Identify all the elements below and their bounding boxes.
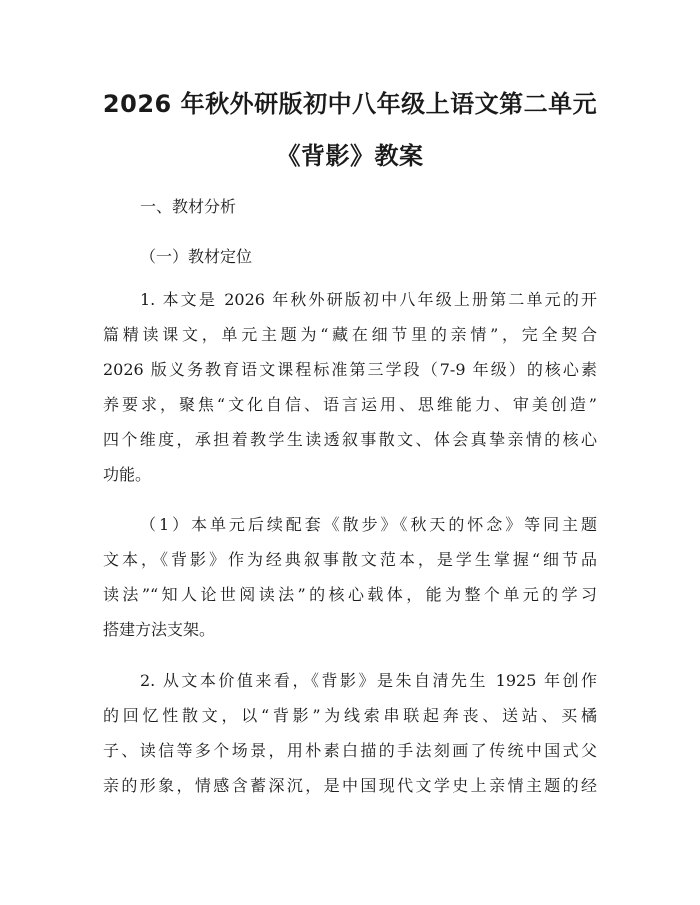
section-heading-textbook-analysis: 一、教材分析 <box>140 197 237 216</box>
paragraph-1-line-3: 2026 版义务教育语文课程标准第三学段（7-9 年级）的核心素 <box>103 360 597 379</box>
paragraph-3-line-1: 2. 从文本价值来看，《背影》是朱自清先生 1925 年创作 <box>140 671 597 690</box>
subsection-heading-textbook-positioning: （一）教材定位 <box>140 247 253 266</box>
paragraph-1-line-4: 养要求，聚焦“文化自信、语言运用、思维能力、审美创造” <box>103 395 597 414</box>
paragraph-2-line-4: 搭建方法支架。 <box>103 620 216 639</box>
paragraph-3-line-4: 亲的形象，情感含蓄深沉，是中国现代文学史上亲情主题的经 <box>103 776 597 795</box>
paragraph-1-line-2: 篇精读课文，单元主题为“藏在细节里的亲情”，完全契合 <box>103 325 597 344</box>
paragraph-1-line-1: 1. 本文是 2026 年秋外研版初中八年级上册第二单元的开 <box>140 290 597 309</box>
paragraph-2-line-3: 读法”“知人论世阅读法”的核心载体，能为整个单元的学习 <box>103 585 597 604</box>
document-title-line-1: 2026 年秋外研版初中八年级上语文第二单元 <box>102 90 598 118</box>
paragraph-3-line-2: 的回忆性散文，以“背影”为线索串联起奔丧、送站、买橘 <box>103 706 597 725</box>
document-title-line-2: 《背影》教案 <box>276 142 424 170</box>
paragraph-2-line-1: （1）本单元后续配套《散步》《秋天的怀念》等同主题 <box>140 515 597 534</box>
paragraph-2-line-2: 文本，《背影》作为经典叙事散文范本，是学生掌握“细节品 <box>103 550 597 569</box>
paragraph-1-line-5: 四个维度，承担着教学生读透叙事散文、体会真挚亲情的核心 <box>103 430 597 449</box>
paragraph-1-line-6: 功能。 <box>103 465 152 484</box>
paragraph-3-line-3: 子、读信等多个场景，用朴素白描的手法刻画了传统中国式父 <box>103 741 597 760</box>
